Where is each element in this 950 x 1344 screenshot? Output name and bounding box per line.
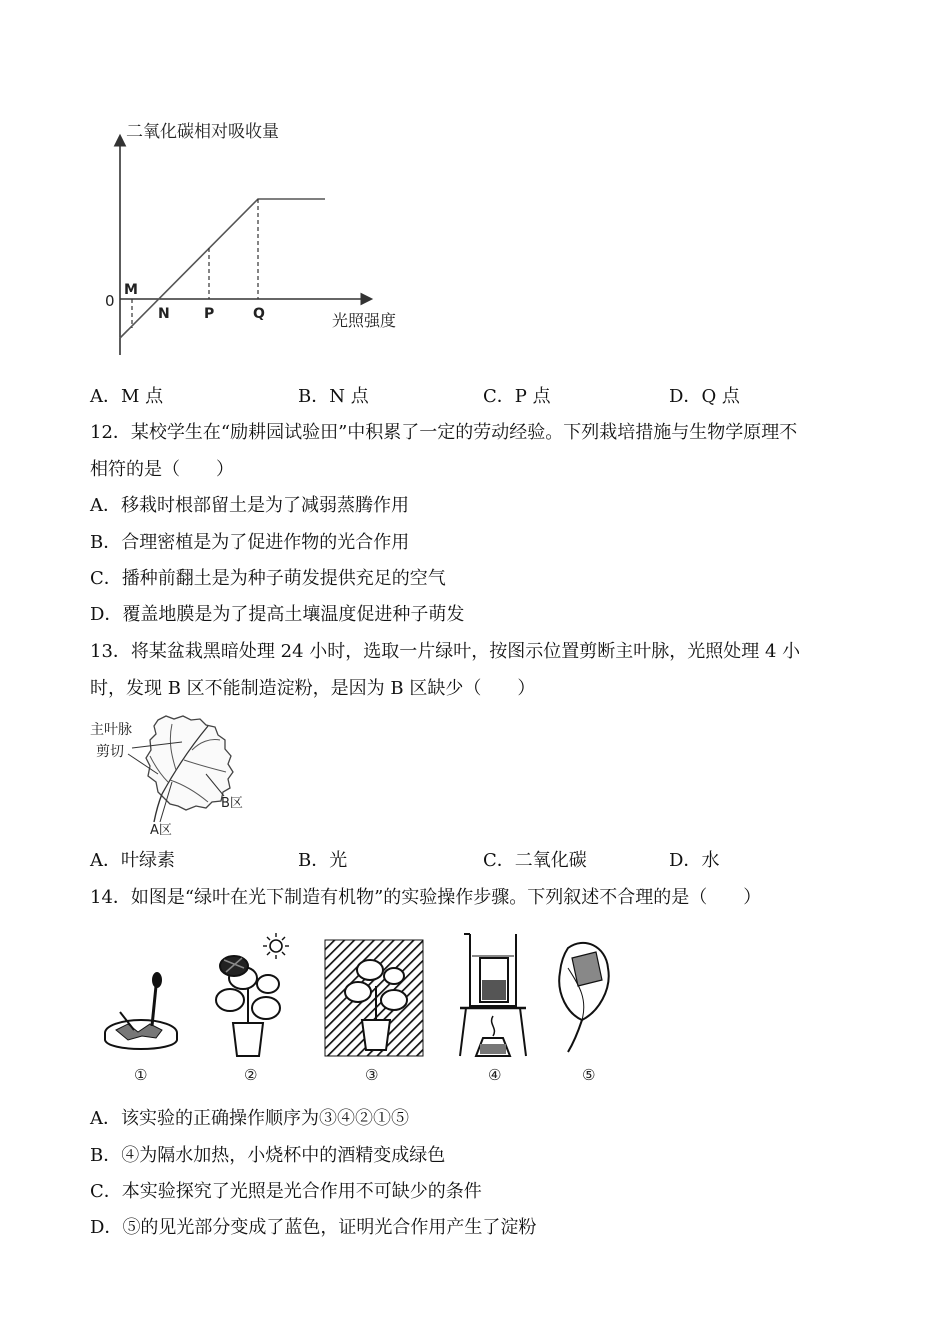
label-cut: 剪切 [96, 744, 124, 760]
q11-option-a[interactable]: A．M 点 [90, 386, 164, 407]
q14-option-a[interactable]: A．该实验的正确操作顺序为③④②①⑤ [90, 1108, 409, 1129]
q13-option-d[interactable]: D．水 [669, 850, 720, 871]
point-label-p: P [204, 306, 215, 322]
step-label-2: ② [244, 1066, 258, 1084]
q14-option-c[interactable]: C．本实验探究了光照是光合作用不可缺少的条件 [90, 1181, 482, 1202]
step-label-4: ④ [488, 1066, 502, 1084]
q14-stem: 14．如图是“绿叶在光下制造有机物”的实验操作步骤。下列叙述不合理的是（ ） [90, 887, 762, 908]
step-2-plant-sun [216, 933, 289, 1056]
step-label-3: ③ [365, 1066, 379, 1084]
step-3-dark-box [325, 940, 423, 1056]
q13-option-a[interactable]: A．叶绿素 [90, 850, 175, 871]
y-axis-label: 二氧化碳相对吸收量 [126, 122, 279, 142]
co2-light-chart [100, 115, 420, 360]
q14-option-d[interactable]: D．⑤的见光部分变成了蓝色，证明光合作用产生了淀粉 [90, 1217, 537, 1238]
point-label-n: N [158, 306, 170, 322]
label-main-vein: 主叶脉 [90, 722, 132, 738]
leaf-outline [146, 716, 233, 810]
x-axis-label: 光照强度 [332, 311, 397, 330]
q11-option-c[interactable]: C．P 点 [483, 386, 551, 407]
q12-option-d[interactable]: D．覆盖地膜是为了提高土壤温度促进种子萌发 [90, 604, 465, 625]
point-label-q: Q [253, 306, 265, 322]
q12-stem-line2: 相符的是（ ） [90, 459, 234, 480]
q12-option-c[interactable]: C．播种前翻土是为种子萌发提供充足的空气 [90, 568, 446, 589]
q13-stem-line2: 时，发现 B 区不能制造淀粉，是因为 B 区缺少（ ） [90, 678, 536, 699]
curve-line [120, 199, 325, 338]
q11-option-d[interactable]: D．Q 点 [669, 386, 740, 407]
q12-option-a[interactable]: A．移栽时根部留土是为了减弱蒸腾作用 [90, 495, 409, 516]
label-a-zone: A区 [150, 823, 172, 838]
leaf-figure [88, 712, 258, 840]
q12-stem-line1: 12．某校学生在“励耕园试验田”中积累了一定的劳动经验。下列栽培措施与生物学原理不 [90, 422, 798, 443]
step-5-stained-leaf [559, 943, 608, 1052]
step-1-dish [105, 972, 177, 1049]
label-b-zone: B区 [221, 796, 243, 811]
q13-stem-line1: 13．将某盆栽黑暗处理 24 小时，选取一片绿叶，按图示位置剪断主叶脉，光照处理 4 小 [90, 641, 801, 662]
step-label-5: ⑤ [582, 1066, 596, 1084]
experiment-steps-figure [98, 928, 618, 1086]
q11-option-b[interactable]: B．N 点 [298, 386, 369, 407]
q12-option-b[interactable]: B．合理密植是为了促进作物的光合作用 [90, 532, 410, 553]
step-label-1: ① [134, 1066, 148, 1084]
q14-option-b[interactable]: B．④为隔水加热，小烧杯中的酒精变成绿色 [90, 1145, 446, 1166]
q13-option-b[interactable]: B．光 [298, 850, 348, 871]
q13-option-c[interactable]: C．二氧化碳 [483, 850, 587, 871]
step-4-water-bath [460, 934, 526, 1056]
point-label-m: M [124, 282, 138, 298]
origin-label: 0 [105, 292, 115, 310]
